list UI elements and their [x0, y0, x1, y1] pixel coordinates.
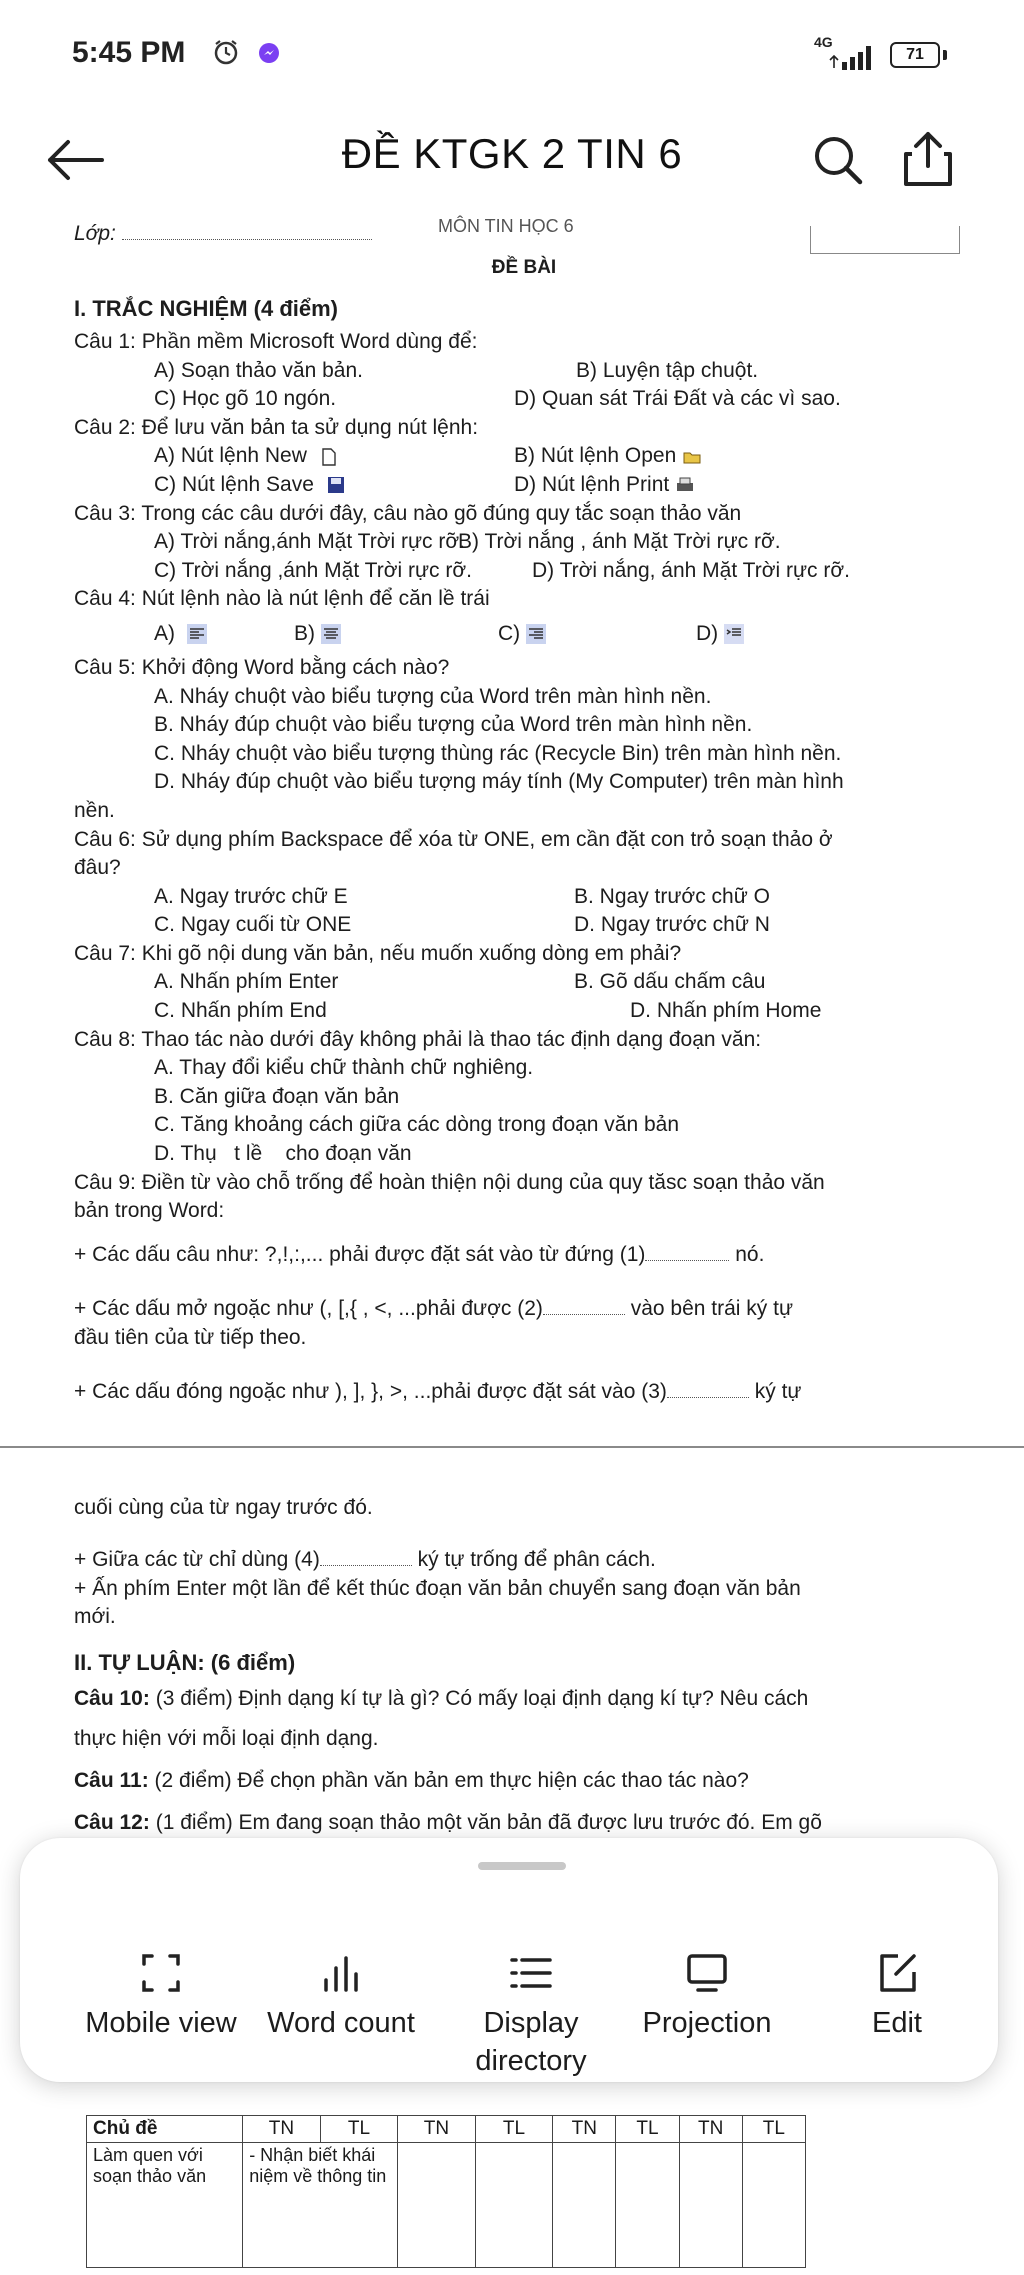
q5-option-d: D. Nháy đúp chuột vào biểu tượng máy tính (My Computer) trên màn hình — [154, 770, 844, 794]
q9-rule-5-cont: mới. — [74, 1605, 116, 1629]
open-folder-icon — [682, 447, 702, 467]
document-page-2 — [74, 1494, 974, 1838]
q4-option-d: D) — [696, 621, 719, 645]
q8-option-b: B. Căn giữa đoạn văn bản — [154, 1084, 400, 1108]
q6-option-c: C. Ngay cuối từ ONE — [154, 913, 352, 937]
save-disk-icon — [326, 475, 346, 495]
question-12: (1 điểm) Em đang soạn thảo một văn bản đã được lưu trước đó. Em gõ — [155, 1811, 822, 1835]
q5-option-a: A. Nháy chuột vào biểu tượng của Word trên màn hình nền. — [154, 684, 712, 708]
display-directory-label-2: directory — [475, 2045, 587, 2077]
indent-icon — [724, 624, 744, 644]
q8-option-a: A. Thay đổi kiểu chữ thành chữ nghiêng. — [154, 1056, 534, 1080]
blank-4 — [320, 1565, 412, 1566]
bottom-sheet — [20, 1838, 998, 2082]
exam-heading: ĐỀ BÀI — [491, 257, 557, 278]
list-icon — [508, 1950, 554, 1996]
question-2: Câu 2: Để lưu văn bản ta sử dụng nút lệnh: — [74, 415, 479, 439]
table-cell — [742, 2143, 805, 2268]
section-2-title: II. TỰ LUẬN: (6 điểm) — [74, 1650, 296, 1676]
class-blank — [122, 239, 372, 240]
q9-rule-2-mid: vào bên trái ký tự — [630, 1297, 794, 1321]
table-cell: TL — [616, 2116, 679, 2143]
q6-option-d: D. Ngay trước chữ N — [574, 913, 770, 937]
table-cell — [398, 2143, 476, 2268]
question-8: Câu 8: Thao tác nào dưới đây không phải là thao tác định dạng đoạn văn: — [74, 1027, 762, 1051]
q7-option-c: C. Nhấn phím End — [154, 999, 327, 1023]
q9-rule-4-end: ký tự trống để phân cách. — [417, 1548, 656, 1571]
class-label: Lớp: — [74, 222, 116, 245]
q6-option-b: B. Ngay trước chữ O — [574, 884, 770, 908]
q9-rule-3-end: ký tự — [754, 1379, 802, 1403]
q9-rule-3-cont: cuối cùng của từ ngay trước đó. — [74, 1496, 373, 1519]
q11-label: Câu 11: — [74, 1769, 149, 1793]
question-4: Câu 4: Nút lệnh nào là nút lệnh để căn lề trái — [74, 587, 490, 611]
q5-option-b: B. Nháy đúp chuột vào biểu tượng của Word trên màn hình nền. — [154, 713, 753, 737]
sheet-drag-handle[interactable] — [478, 1862, 566, 1870]
question-5: Câu 5: Khởi động Word bằng cách nào? — [74, 655, 450, 679]
document-page-1 — [74, 216, 974, 1406]
q3-option-a: A) Trời nắng,ánh Mặt Trời rực rỡ. — [154, 530, 465, 554]
edit-button[interactable] — [802, 1950, 992, 2042]
mobile-view-button[interactable] — [66, 1950, 256, 2042]
projection-label: Projection — [642, 2007, 772, 2039]
q5-option-d-cont: nền. — [74, 798, 115, 822]
question-10: (3 điểm) Định dạng kí tự là gì? Có mấy loại định dạng kí tự? Nêu cách — [155, 1687, 809, 1711]
table-cell: TL — [320, 2116, 398, 2143]
q7-option-a: A. Nhấn phím Enter — [154, 970, 339, 994]
align-left-icon — [187, 624, 207, 644]
battery-tip — [943, 50, 947, 60]
alarm-icon — [212, 38, 240, 66]
q3-option-b: B) Trời nắng , ánh Mặt Trời rực rỡ. — [458, 530, 781, 554]
app-bar — [0, 110, 1024, 210]
q5-option-c: C. Nháy chuột vào biểu tượng thùng rác (Recycle Bin) trên màn hình nền. — [154, 741, 842, 765]
question-6-cont: đâu? — [74, 856, 121, 880]
messenger-icon — [258, 42, 280, 64]
table-cell — [679, 2143, 742, 2268]
q1-option-a: A) Soạn thảo văn bản. — [154, 358, 363, 382]
score-box — [810, 226, 960, 254]
bar-chart-icon — [318, 1950, 364, 1996]
table-cell — [475, 2143, 553, 2268]
search-icon[interactable] — [808, 130, 868, 190]
table-cell: TN — [398, 2116, 476, 2143]
table-cell: Làm quen với soạn thảo văn — [87, 2143, 243, 2268]
q2-option-d: D) Nút lệnh Print — [514, 472, 670, 496]
question-9: Câu 9: Điền từ vào chỗ trống để hoàn thiện nội dung của quy tăsc soạn thảo văn — [74, 1170, 825, 1194]
table-row — [87, 2143, 806, 2268]
blank-3 — [667, 1397, 749, 1398]
q8-option-c: C. Tăng khoảng cách giữa các dòng trong đoạn văn bản — [154, 1113, 680, 1137]
q2-option-b: B) Nút lệnh Open — [514, 444, 677, 468]
align-center-icon — [321, 624, 341, 644]
battery-icon — [890, 42, 940, 68]
align-right-icon — [526, 624, 546, 644]
question-9-cont: bản trong Word: — [74, 1199, 225, 1223]
table-cell — [616, 2143, 679, 2268]
word-count-label: Word count — [267, 2007, 415, 2039]
q7-option-b: B. Gõ dấu chấm câu — [574, 970, 766, 994]
word-count-button[interactable] — [246, 1950, 436, 2042]
q7-option-d: D. Nhấn phím Home — [630, 999, 822, 1023]
table-cell: TN — [679, 2116, 742, 2143]
q9-rule-5: + Ấn phím Enter một lần để kết thúc đoạn văn bản chuyển sang đoạn văn bản — [74, 1576, 801, 1600]
page-break — [0, 1446, 1024, 1472]
q9-rule-3: + Các dấu đóng ngoặc như ), ], }, >, ...phải được đặt sát vào (3) — [74, 1379, 667, 1403]
q2-option-a: A) Nút lệnh New — [154, 444, 307, 468]
network-type: 4G — [814, 34, 833, 50]
q4-option-b: B) — [294, 621, 315, 645]
table-cell — [553, 2143, 616, 2268]
q12-label: Câu 12: — [74, 1811, 150, 1835]
q9-rule-2-cont: đầu tiên của từ tiếp theo. — [74, 1325, 307, 1349]
q3-option-c: C) Trời nắng ,ánh Mặt Trời rực rỡ. — [154, 558, 472, 582]
status-time: 5:45 PM — [72, 36, 186, 69]
question-11: (2 điểm) Để chọn phần văn bản em thực hiện các thao tác nào? — [154, 1769, 749, 1793]
q9-rule-1: + Các dấu câu như: ?,!,:,... phải được đặt sát vào từ đứng (1) — [74, 1243, 646, 1267]
mobile-view-icon — [138, 1950, 184, 1996]
signal-icon — [828, 46, 876, 70]
q1-option-b: B) Luyện tập chuột. — [576, 358, 759, 382]
blank-1 — [645, 1260, 729, 1261]
table-cell: Chủ đề — [87, 2116, 243, 2143]
q8-option-d: D. Thụ t lề cho đoạn văn — [154, 1142, 412, 1166]
q6-option-a: A. Ngay trước chữ E — [154, 884, 348, 908]
question-7: Câu 7: Khi gõ nội dung văn bản, nếu muốn xuống dòng em phải? — [74, 941, 682, 965]
question-6: Câu 6: Sử dụng phím Backspace để xóa từ ONE, em cần đặt con trỏ soạn thảo ở — [74, 827, 833, 851]
blank-2 — [543, 1314, 625, 1315]
question-1: Câu 1: Phần mềm Microsoft Word dùng để: — [74, 330, 478, 353]
q3-option-d: D) Trời nắng, ánh Mặt Trời rực rỡ. — [532, 558, 850, 582]
projection-button[interactable] — [612, 1950, 802, 2042]
page-title: ĐỀ KTGK 2 TIN 6 — [341, 130, 683, 177]
subject-title: MÔN TIN HỌC 6 — [438, 216, 574, 236]
q4-option-a: A) — [154, 621, 175, 645]
new-document-icon — [319, 447, 339, 467]
q4-option-c: C) — [498, 621, 521, 645]
edit-icon — [874, 1950, 920, 1996]
printer-icon — [675, 475, 695, 495]
table-row — [87, 2116, 806, 2143]
edit-label: Edit — [872, 2007, 922, 2039]
status-bar — [0, 0, 1024, 110]
q9-rule-4: + Giữa các từ chỉ dùng (4) — [74, 1548, 320, 1571]
display-directory-label: Display — [483, 2007, 579, 2039]
table-cell: TN — [243, 2116, 321, 2143]
table-cell: TL — [742, 2116, 805, 2143]
matrix-table — [86, 2115, 806, 2268]
section-1-title: I. TRẮC NGHIỆM (4 điểm) — [74, 296, 339, 321]
q9-rule-1-end: nó. — [735, 1243, 765, 1267]
table-cell: TL — [475, 2116, 553, 2143]
battery-level: 71 — [906, 46, 924, 63]
q10-label: Câu 10: — [74, 1687, 150, 1711]
monitor-icon — [684, 1950, 730, 1996]
question-3: Câu 3: Trong các câu dưới đây, câu nào gõ đúng quy tắc soạn thảo văn — [74, 501, 742, 525]
q1-option-d: D) Quan sát Trái Đất và các vì sao. — [514, 387, 841, 411]
table-cell: - Nhận biết khái niệm về thông tin — [243, 2143, 398, 2268]
q2-option-c: C) Nút lệnh Save — [154, 472, 314, 496]
display-directory-button[interactable] — [436, 1950, 626, 2080]
mobile-view-label: Mobile view — [85, 2007, 237, 2039]
q1-option-c: C) Học gõ 10 ngón. — [154, 387, 337, 411]
share-icon[interactable] — [898, 128, 958, 190]
q9-rule-2: + Các dấu mở ngoặc như (, [,{ , <, ...phải được (2) — [74, 1297, 543, 1321]
question-10-cont: thực hiện với mỗi loại định dạng. — [74, 1727, 379, 1751]
table-cell: TN — [553, 2116, 616, 2143]
